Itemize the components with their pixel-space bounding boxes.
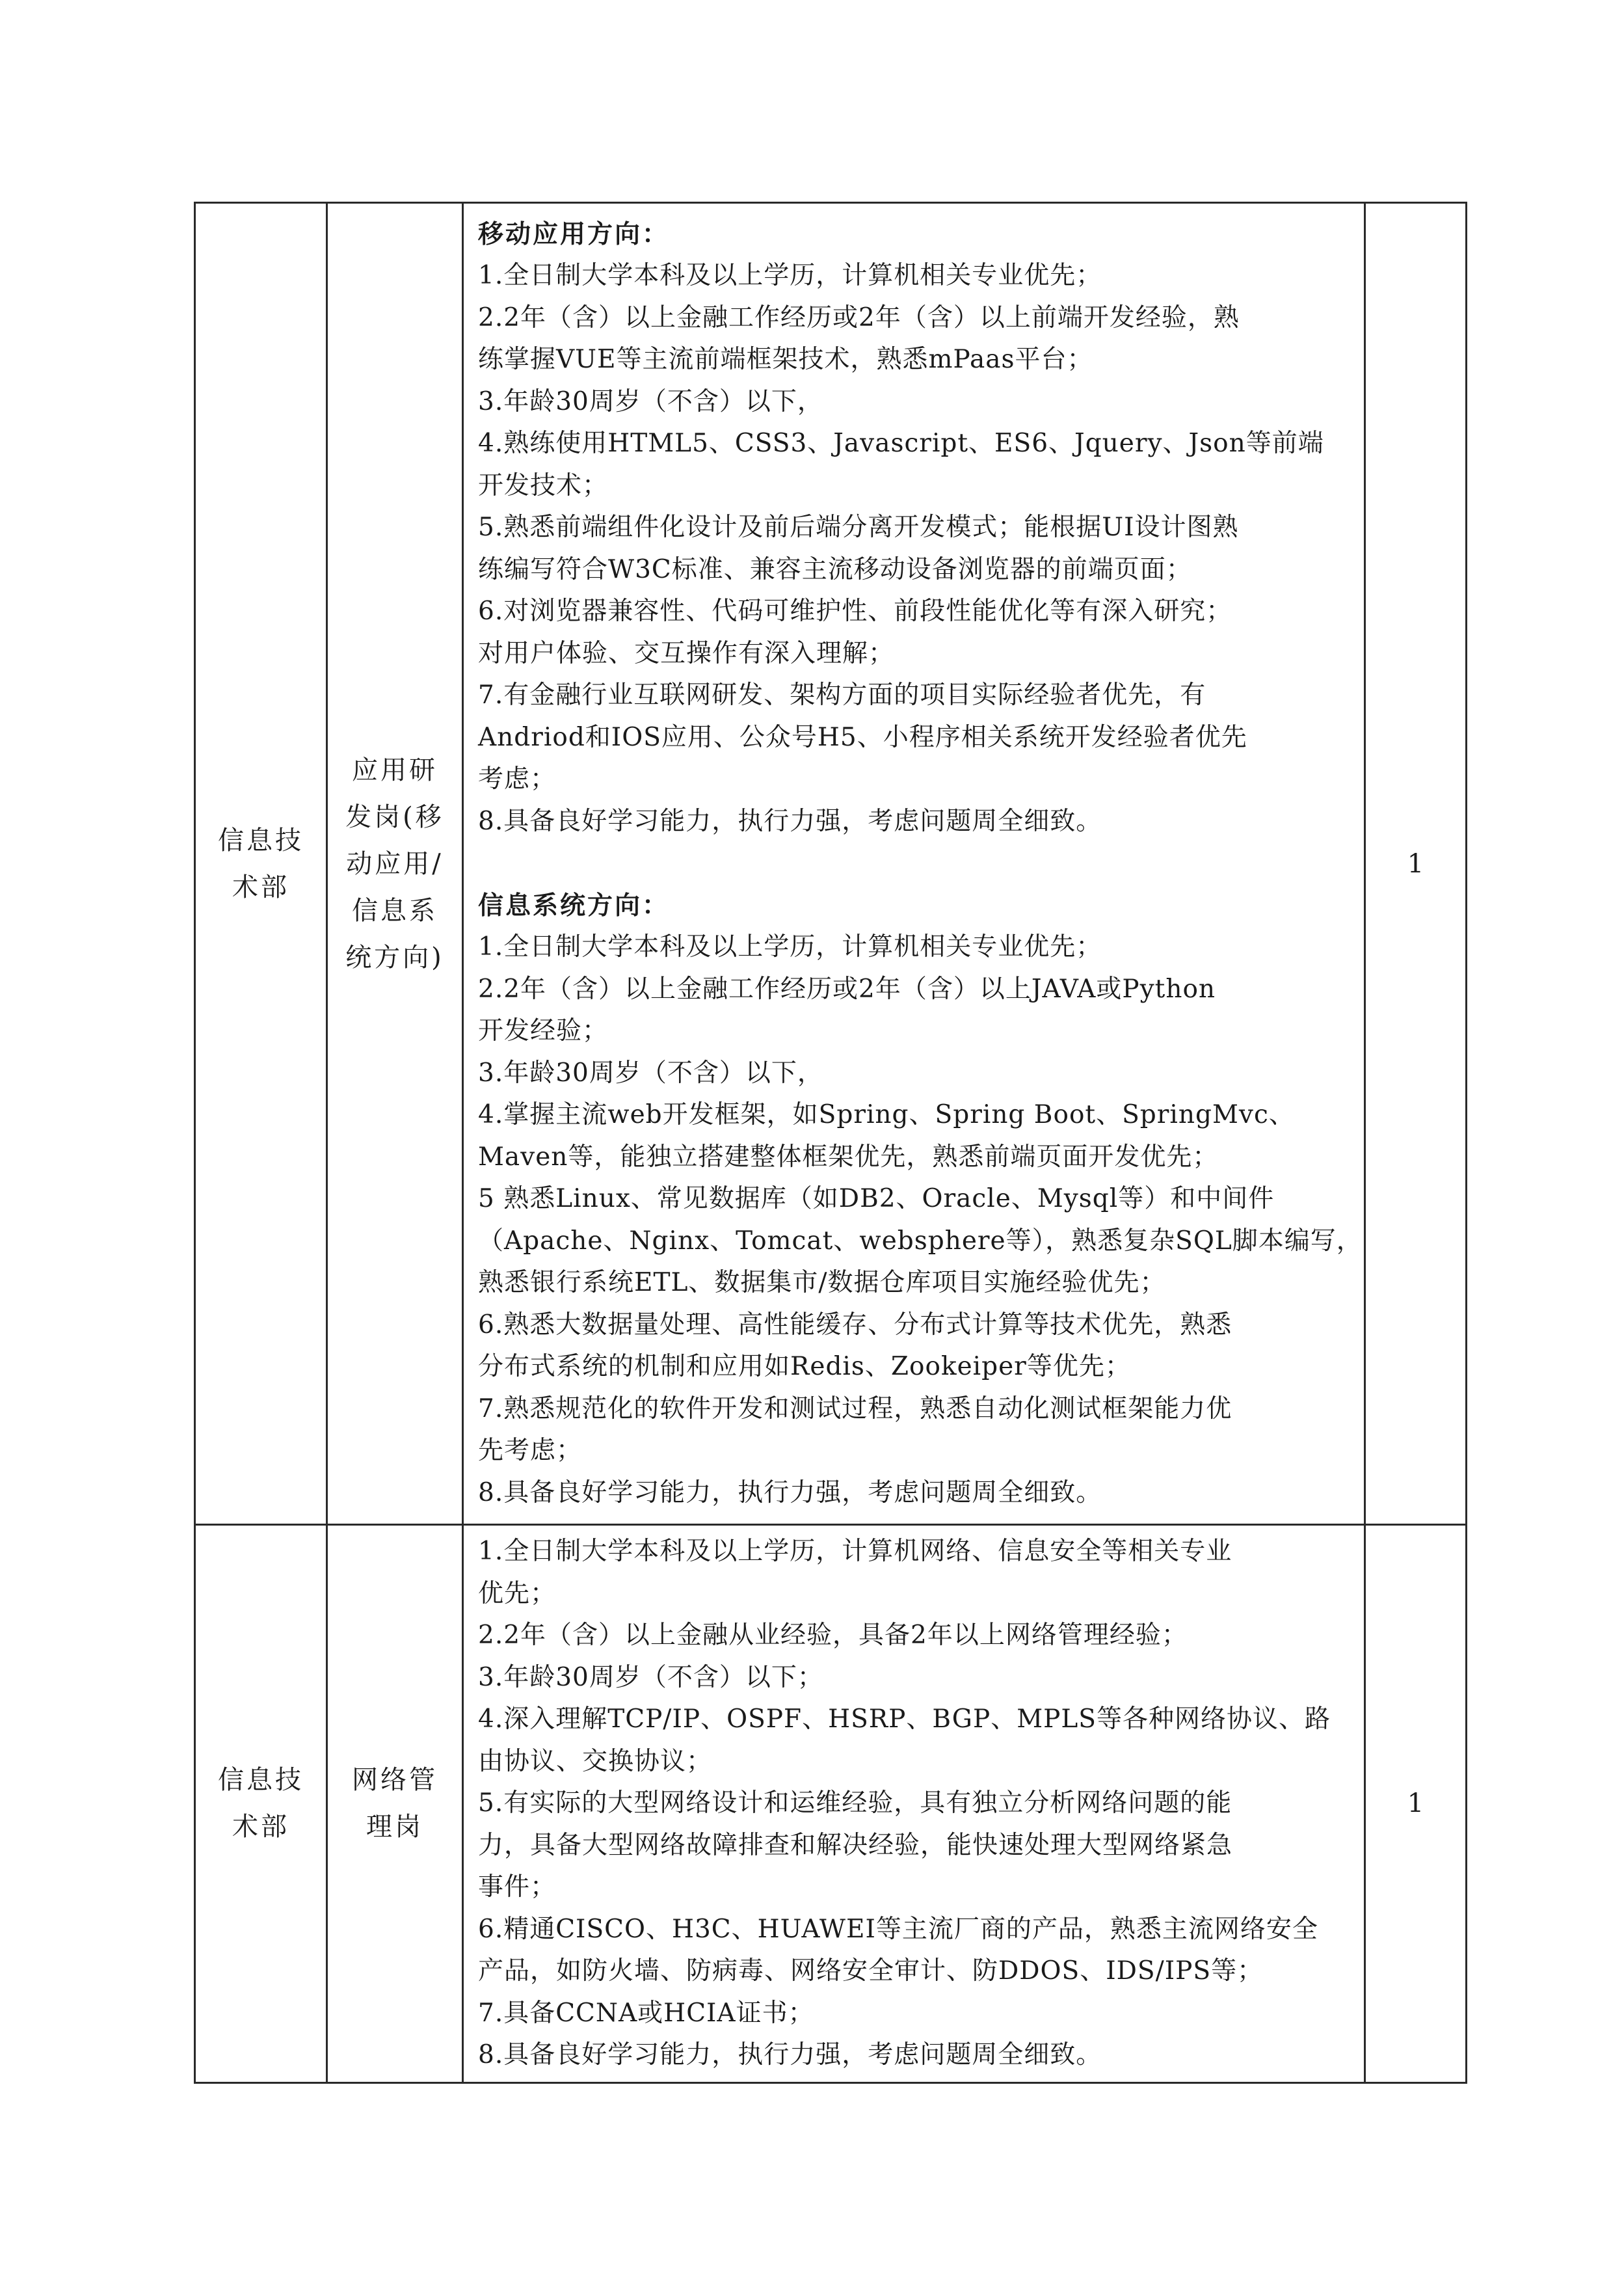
requirement-line: 产品，如防火墙、防病毒、网络安全审计、防DDOS、IDS/IPS等； — [478, 1956, 1264, 1986]
position-cell — [327, 1525, 463, 2083]
section-heading-info: 信息系统方向： — [478, 890, 670, 921]
requirement-line: 力，具备大型网络故障排查和解决经验，能快速处理大型网络紧急 — [478, 1830, 1233, 1860]
requirement-line: 练掌握VUE等主流前端框架技术，熟悉mPaas平台； — [478, 345, 1093, 375]
department-line: 信息技 — [218, 1765, 304, 1796]
requirement-line: 事件； — [478, 1872, 557, 1902]
headcount-cell: 1 — [1365, 203, 1467, 1525]
requirement-line: 开发技术； — [478, 470, 609, 500]
position-line: 应用研 — [352, 755, 438, 785]
requirement-line: 优先； — [478, 1578, 557, 1608]
requirement-line: 开发经验； — [478, 1016, 609, 1046]
requirement-line: 6.熟悉大数据量处理、高性能缓存、分布式计算等技术优先，熟悉 — [478, 1310, 1232, 1340]
department-line: 术部 — [232, 1812, 289, 1842]
position-line: 动应用/ — [346, 848, 444, 879]
position-line: 信息系 — [352, 895, 438, 926]
requirement-line: 对用户体验、交互操作有深入理解； — [478, 638, 895, 668]
table-row — [195, 203, 1467, 1525]
requirement-line: 6.精通CISCO、H3C、HUAWEI等主流厂商的产品，熟悉主流网络安全 — [478, 1914, 1318, 1944]
requirement-line: 熟悉银行系统ETL、数据集市/数据仓库项目实施经验优先； — [478, 1268, 1166, 1298]
requirement-line: 8.具备良好学习能力，执行力强，考虑问题周全细致。 — [478, 1477, 1102, 1507]
requirement-line: 4.深入理解TCP/IP、OSPF、HSRP、BGP、MPLS等各种网络协议、路 — [478, 1704, 1331, 1734]
requirement-line: 2.2年（含）以上金融工作经历或2年（含）以上前端开发经验，熟 — [478, 303, 1240, 332]
position-cell — [327, 203, 463, 1525]
requirement-line: 3.年龄30周岁（不含）以下， — [478, 1058, 823, 1088]
headcount-cell: 1 — [1365, 1525, 1467, 2083]
section-heading-mobile: 移动应用方向： — [478, 219, 670, 249]
department-line: 信息技 — [218, 825, 304, 855]
requirement-line: 由协议、交换协议； — [478, 1746, 713, 1776]
requirement-line: 5 熟悉Linux、常见数据库（如DB2、Oracle、Mysql等）和中间件 — [478, 1184, 1275, 1214]
requirement-line: Andriod和IOS应用、公众号H5、小程序相关系统开发经验者优先 — [478, 722, 1247, 752]
requirement-line: 5.有实际的大型网络设计和运维经验，具有独立分析网络问题的能 — [478, 1788, 1232, 1818]
requirement-line: 8.具备良好学习能力，执行力强，考虑问题周全细致。 — [478, 2040, 1102, 2069]
position-line: 统方向) — [345, 942, 444, 973]
requirements-cell — [463, 1525, 1365, 2083]
requirement-line: 8.具备良好学习能力，执行力强，考虑问题周全细致。 — [478, 806, 1102, 836]
requirement-line: 7.具备CCNA或HCIA证书； — [478, 1998, 814, 2028]
requirement-line: 分布式系统的机制和应用如Redis、Zookeiper等优先； — [478, 1352, 1131, 1382]
position-line: 网络管 — [352, 1765, 438, 1796]
requirement-line: 3.年龄30周岁（不含）以下， — [478, 386, 823, 416]
requirement-line: 4.掌握主流web开发框架，如Spring、Spring Boot、SpringMvc、 — [478, 1100, 1295, 1130]
requirement-line: 2.2年（含）以上金融从业经验，具备2年以上网络管理经验； — [478, 1621, 1188, 1650]
requirement-line: 3.年龄30周岁（不含）以下； — [478, 1662, 823, 1692]
job-requirements-table — [194, 202, 1467, 2084]
requirement-line: 7.熟悉规范化的软件开发和测试过程，熟悉自动化测试框架能力优 — [478, 1394, 1232, 1423]
requirement-line: 5.熟悉前端组件化设计及前后端分离开发模式；能根据UI设计图熟 — [478, 513, 1239, 543]
requirement-line: 练编写符合W3C标准、兼容主流移动设备浏览器的前端页面； — [478, 554, 1192, 584]
requirement-line: 1.全日制大学本科及以上学历，计算机相关专业优先； — [478, 932, 1102, 962]
department-cell — [195, 1525, 327, 2083]
requirement-line: 7.有金融行业互联网研发、架构方面的项目实际经验者优先，有 — [478, 680, 1206, 710]
department-line: 术部 — [232, 872, 289, 902]
requirements-cell — [463, 203, 1365, 1525]
department-cell — [195, 203, 327, 1525]
position-line: 发岗(移 — [345, 801, 444, 832]
requirement-line: 先考虑； — [478, 1436, 583, 1466]
requirement-line: 2.2年（含）以上金融工作经历或2年（含）以上JAVA或Python — [478, 974, 1216, 1004]
requirement-line: 4.熟练使用HTML5、CSS3、Javascript、ES6、Jquery、Json等前端 — [478, 429, 1324, 459]
position-line: 理岗 — [366, 1812, 423, 1842]
requirement-line: 考虑； — [478, 764, 557, 794]
requirement-line: 1.全日制大学本科及以上学历，计算机网络、信息安全等相关专业 — [478, 1537, 1232, 1566]
requirement-line: 6.对浏览器兼容性、代码可维护性、前段性能优化等有深入研究； — [478, 597, 1232, 626]
requirement-line: Maven等，能独立搭建整体框架优先，熟悉前端页面开发优先； — [478, 1142, 1219, 1172]
table-row — [195, 1525, 1467, 2083]
requirement-line: （Apache、Nginx、Tomcat、websphere等），熟悉复杂SQL脚本编写， — [478, 1226, 1363, 1256]
blank-line — [478, 842, 1352, 885]
requirement-line: 1.全日制大学本科及以上学历，计算机相关专业优先； — [478, 261, 1102, 291]
